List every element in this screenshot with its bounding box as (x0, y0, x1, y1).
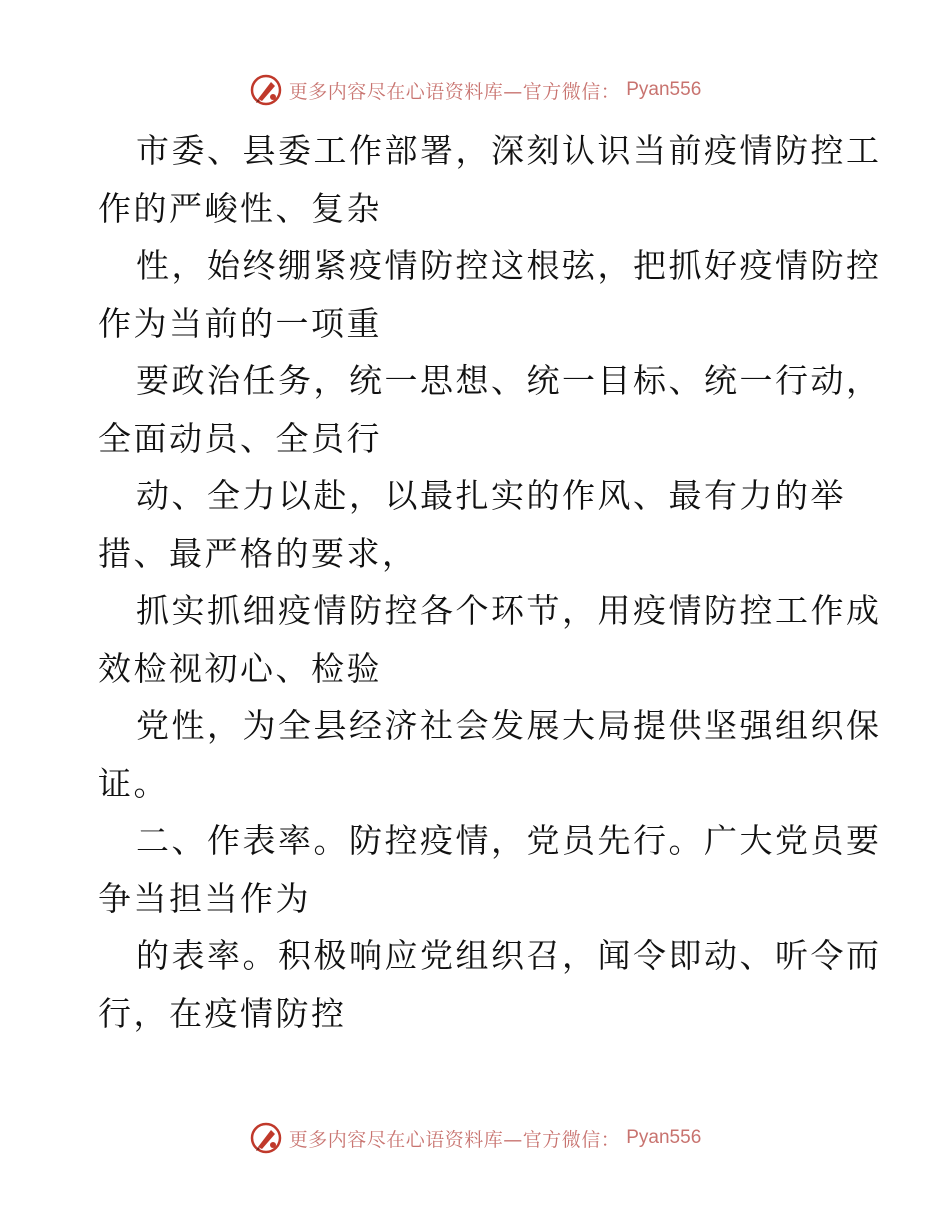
watermark-wechat-id: Pyan556 (626, 79, 702, 100)
text-line: 行，在疫情防控 (98, 993, 347, 1033)
text-line: 措、最严格的要求， (98, 533, 418, 573)
text-line: 作为当前的一项重 (98, 303, 382, 343)
text-line: 党性，为全县经济社会发展大局提供坚强组织保 (136, 706, 882, 745)
header-watermark (0, 70, 950, 110)
pen-logo-icon (249, 73, 283, 107)
text-line: 的表率。积极响应党组织召，闻令即动、听令而 (136, 936, 882, 975)
text-line: 证。 (98, 763, 169, 803)
text-line: 争当担当作为 (98, 878, 311, 918)
watermark-text: 更多内容尽在心语资料库—官方微信： (288, 1128, 621, 1151)
pen-logo-icon (249, 1121, 283, 1155)
footer-watermark (0, 1118, 950, 1158)
text-line: 动、全力以赴，以最扎实的作风、最有力的举 (136, 476, 846, 515)
text-line: 作的严峻性、复杂 (98, 188, 382, 228)
text-line: 要政治任务，统一思想、统一目标、统一行动， (136, 361, 882, 400)
document-body (98, 122, 882, 1042)
text-line: 效检视初心、检验 (98, 648, 382, 688)
text-line: 全面动员、全员行 (98, 418, 382, 458)
watermark-text: 更多内容尽在心语资料库—官方微信： (288, 80, 621, 103)
text-line: 市委、县委工作部署，深刻认识当前疫情防控工 (136, 131, 882, 170)
watermark-wechat-id: Pyan556 (626, 1127, 702, 1148)
text-line: 二、作表率。防控疫情，党员先行。广大党员要 (136, 821, 882, 860)
text-line: 性，始终绷紧疫情防控这根弦，把抓好疫情防控 (136, 246, 882, 285)
text-line: 抓实抓细疫情防控各个环节，用疫情防控工作成 (136, 591, 882, 630)
